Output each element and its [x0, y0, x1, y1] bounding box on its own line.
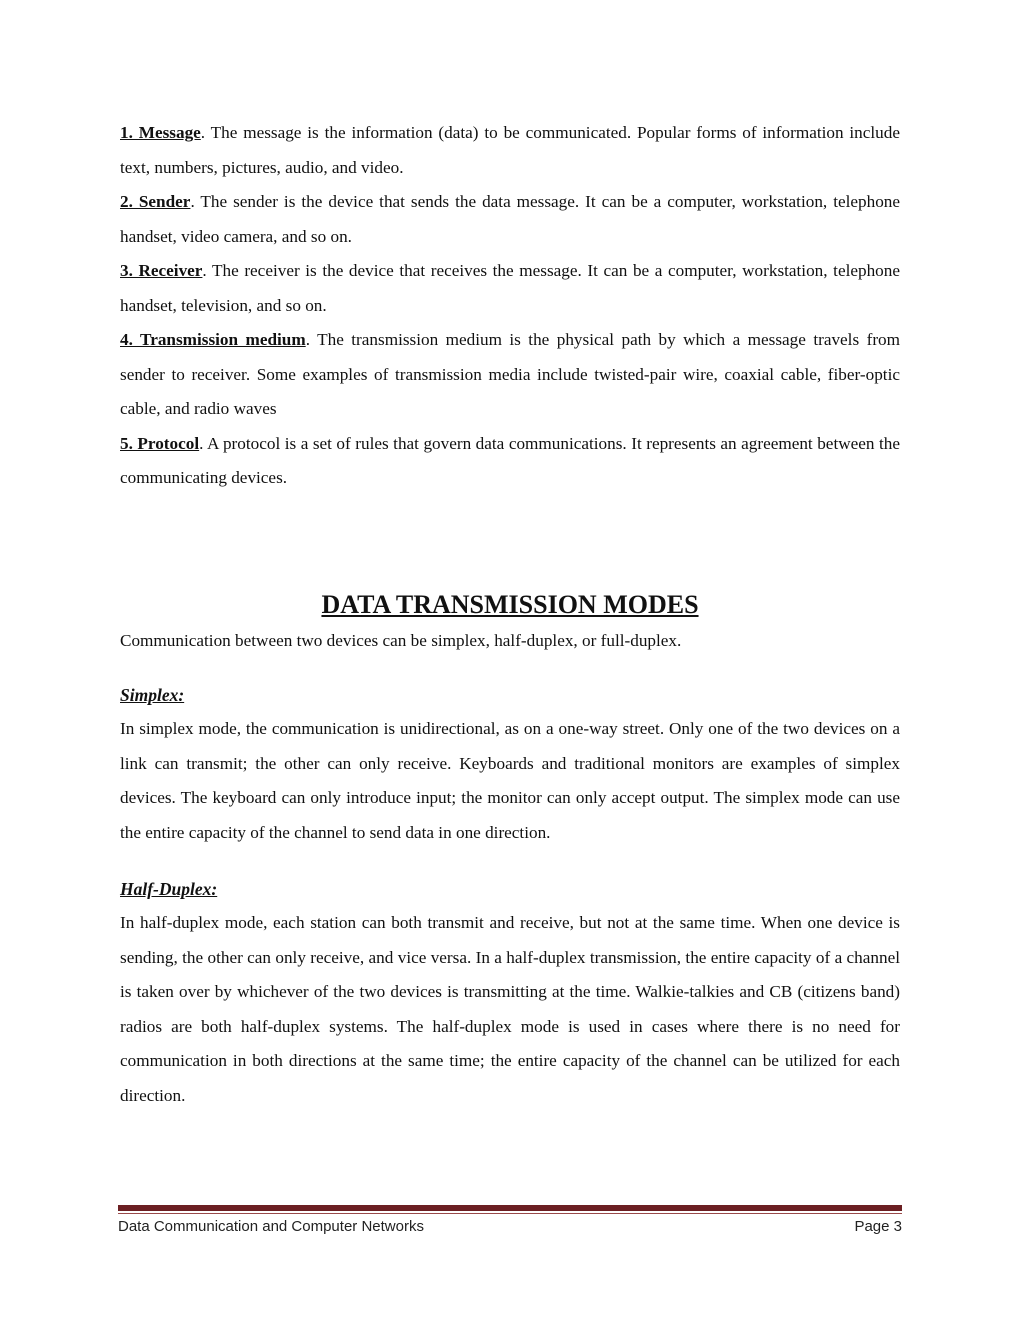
section-intro: Communication between two devices can be simplex, half-duplex, or full-duplex.: [120, 630, 682, 650]
item-receiver: [120, 254, 900, 323]
item-label: 4. Transmission medium: [120, 330, 306, 349]
item-text: . The message is the information (data) to be communicated. Popular forms of information include text, numbers, pictures, audio, and video.: [120, 123, 900, 177]
item-transmission-medium: [120, 323, 900, 427]
item-label: 5. Protocol: [120, 433, 200, 453]
footer-title: Data Communication and Computer Networks: [118, 1218, 424, 1235]
page-number: Page 3: [854, 1218, 902, 1235]
simplex-heading: Simplex:: [120, 685, 185, 705]
footer-rule-thin: [118, 1213, 902, 1214]
item-text: . The sender is the device that sends the data message. It can be a computer, workstation, telephone handset, video camera, and so on.: [120, 192, 901, 246]
item-text: . A protocol is a set of rules that govern data communications. It represents an agreement between the communicating devices.: [120, 433, 900, 487]
item-label: 1. Message: [120, 123, 201, 142]
document-body: [120, 116, 900, 1113]
page-footer: [118, 1205, 902, 1235]
item-text: . The transmission medium is the physical path by which a message travels from sender to receiver. Some examples of transmission media include twisted-pair wire, coaxial cable, fiber-optic cable, and radio waves: [120, 330, 901, 418]
item-text: . The receiver is the device that receives the message. It can be a computer, workstation, telephone handset, television, and so on.: [120, 261, 900, 315]
section-heading: DATA TRANSMISSION MODES: [321, 589, 699, 619]
half-duplex-heading: Half-Duplex:: [120, 879, 218, 899]
item-label: 3. Receiver: [120, 261, 203, 280]
footer-rule: [118, 1205, 902, 1211]
item-sender: [120, 185, 900, 254]
item-protocol: [120, 427, 900, 496]
item-label: 2. Sender: [120, 192, 191, 211]
simplex-body: In simplex mode, the communication is unidirectional, as on a one-way street. Only one of the two devices on a link can transmit; the other can only receive. Keyboards and traditional monitors are examples of simplex devices. The keyboard can only introduce input; the monitor can only accept output. The simplex mode can use the entire capacity of the channel to send data in one direction.: [120, 719, 900, 842]
item-message: [120, 116, 900, 185]
half-duplex-body: In half-duplex mode, each station can both transmit and receive, but not at the same time. When one device is sending, the other can only receive, and vice versa. In a half-duplex transmission, the entire capacity of a channel is taken over by whichever of the two devices is transmitting at the time. Walkie-talkies and CB (citizens band) radios are both half-duplex systems. The half-duplex mode is used in cases where there is no need for communication in both directions at the same time; the entire capacity of the channel can be utilized for each direction.: [120, 913, 900, 1105]
